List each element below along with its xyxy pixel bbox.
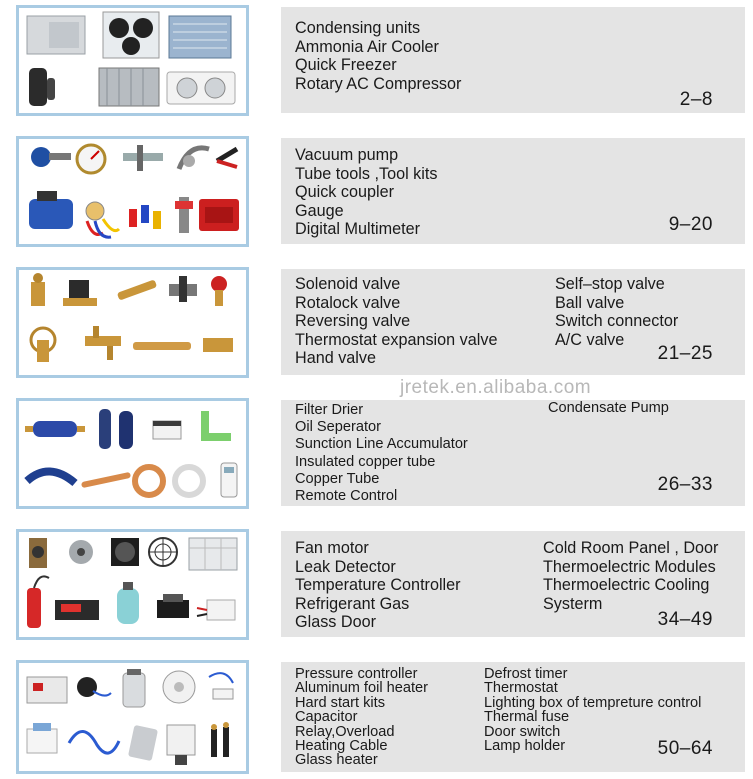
expansion-valve-icon bbox=[31, 273, 45, 306]
check-valve-icon bbox=[117, 279, 157, 300]
product-item: Thermoelectric Cooling bbox=[543, 576, 710, 595]
defrost-timer-icon bbox=[163, 671, 195, 703]
charging-hoses-icon bbox=[86, 202, 119, 237]
thermal-protector-icon bbox=[77, 677, 111, 697]
tube-bender-icon bbox=[179, 148, 209, 169]
leak-detector-icon bbox=[27, 576, 49, 628]
product-item: Condensate Pump bbox=[548, 400, 669, 416]
product-item: Door switch bbox=[484, 723, 561, 740]
product-list-box-2 bbox=[281, 138, 745, 244]
product-item: Rotary AC Compressor bbox=[295, 74, 462, 93]
evaporator-icon bbox=[167, 72, 235, 104]
cold-room-panel-icon bbox=[189, 538, 237, 570]
product-images-3 bbox=[16, 267, 249, 378]
catalog-section-2 bbox=[0, 136, 753, 248]
wire-harness-icon bbox=[209, 673, 233, 699]
product-item: Aluminum foil heater bbox=[295, 680, 429, 697]
peltier-module-icon bbox=[197, 600, 235, 620]
fan-guard-icon bbox=[149, 538, 177, 566]
product-item: Copper Tube bbox=[295, 470, 380, 487]
product-item: Thermostat expansion valve bbox=[295, 330, 498, 349]
remote-control-icon bbox=[221, 463, 237, 497]
copper-tube-icon bbox=[81, 472, 131, 488]
quick-couplers-icon bbox=[129, 205, 161, 229]
product-item: Cold Room Panel , Door bbox=[543, 539, 719, 557]
heater-icon bbox=[128, 725, 158, 761]
relay-icon bbox=[27, 723, 57, 753]
product-list-box-4 bbox=[281, 400, 745, 506]
product-item: Filter Drier bbox=[295, 402, 364, 418]
product-images-6 bbox=[16, 660, 249, 774]
product-item: A/C valve bbox=[555, 330, 625, 349]
product-item: Hard start kits bbox=[295, 694, 386, 711]
product-list-col1 bbox=[295, 667, 428, 768]
product-item: Temperature Controller bbox=[295, 576, 461, 595]
product-item: Digital Multimeter bbox=[295, 220, 421, 239]
valve-core-icon bbox=[175, 197, 193, 233]
crimp-tool-icon bbox=[217, 149, 237, 167]
product-item: Oil Seperator bbox=[295, 419, 381, 436]
product-list-col2 bbox=[548, 400, 669, 417]
tube-cutter-icon bbox=[31, 147, 71, 167]
product-list-col1 bbox=[295, 146, 437, 239]
heating-cable-icon bbox=[69, 731, 119, 753]
product-item: Defrost timer bbox=[484, 666, 568, 682]
product-images-1 bbox=[16, 5, 249, 116]
brass-pipe-icon bbox=[133, 342, 191, 350]
product-item: Ball valve bbox=[555, 293, 625, 312]
vacuum-pump-icon bbox=[29, 191, 73, 229]
thermoelectric-cooler-icon bbox=[157, 594, 189, 618]
product-item: Reversing valve bbox=[295, 312, 411, 331]
air-cooler-icon bbox=[103, 12, 159, 58]
product-item: Switch connector bbox=[555, 312, 679, 331]
catalog-section-3 bbox=[0, 267, 753, 379]
product-item: Thermoelectric Modules bbox=[543, 557, 716, 576]
product-list-box-1 bbox=[281, 7, 745, 113]
product-item: Tube tools ,Tool kits bbox=[295, 164, 438, 183]
thermostatic-valve-icon bbox=[31, 328, 55, 362]
product-item: Refrigerant Gas bbox=[295, 594, 410, 613]
product-item: Systerm bbox=[543, 594, 603, 613]
product-item: Lighting box of tempreture control bbox=[484, 694, 702, 711]
refrigerant-gas-icon bbox=[117, 582, 139, 624]
product-item: Gauge bbox=[295, 201, 344, 220]
product-list-box-6 bbox=[281, 662, 745, 772]
product-item: Pressure controller bbox=[295, 666, 418, 682]
condenser-box-icon bbox=[169, 16, 231, 58]
product-item: Solenoid valve bbox=[295, 275, 401, 293]
product-item: Vacuum pump bbox=[295, 146, 399, 164]
product-item: Quick coupler bbox=[295, 183, 394, 202]
hand-valve-icon bbox=[211, 276, 227, 306]
product-list-col1 bbox=[295, 539, 461, 632]
solenoid-valve-icon bbox=[63, 280, 97, 306]
product-item: Lamp holder bbox=[484, 738, 566, 755]
reversing-valve-icon bbox=[85, 326, 121, 360]
insulated-tube-icon bbox=[27, 471, 75, 483]
bracket-icon bbox=[201, 411, 231, 441]
product-item: Glass heater bbox=[295, 752, 378, 769]
product-list-col1 bbox=[295, 402, 468, 505]
capacitor-icon bbox=[123, 669, 145, 707]
product-item: Glass Door bbox=[295, 613, 376, 632]
page-range: 26–33 bbox=[657, 474, 713, 495]
product-item: Thermostat bbox=[484, 680, 558, 697]
product-item: Hand valve bbox=[295, 349, 376, 368]
product-images-5 bbox=[16, 529, 249, 640]
temperature-controller-icon bbox=[55, 600, 99, 620]
product-images-2 bbox=[16, 136, 249, 247]
lamp-holder-icon bbox=[211, 722, 229, 757]
product-item: Heating Cable bbox=[295, 738, 388, 755]
shaded-pole-motor-icon bbox=[69, 540, 93, 564]
axial-fan-icon bbox=[111, 538, 139, 566]
service-valve-icon bbox=[169, 276, 197, 302]
white-hose-icon bbox=[175, 467, 203, 495]
condensate-pump-icon bbox=[153, 421, 181, 439]
oil-separator-icon bbox=[99, 409, 111, 449]
product-item: Sunction Line Accumulator bbox=[295, 436, 468, 453]
rotary-compressor-icon bbox=[29, 68, 55, 106]
condensing-unit-icon bbox=[27, 16, 85, 54]
product-item: Fan motor bbox=[295, 539, 369, 557]
product-images-4 bbox=[16, 398, 249, 509]
page-range: 34–49 bbox=[657, 609, 713, 630]
filter-drier-icon bbox=[25, 421, 85, 437]
gauge-icon bbox=[77, 145, 105, 173]
product-list-col2 bbox=[543, 539, 718, 613]
product-item: Remote Control bbox=[295, 488, 398, 505]
catalog-section-6 bbox=[0, 660, 753, 775]
fan-motor-icon bbox=[29, 538, 47, 568]
product-list-box-5 bbox=[281, 531, 745, 637]
accumulator-icon bbox=[119, 411, 133, 449]
product-item: Self–stop valve bbox=[555, 275, 665, 293]
tool-kit-case-icon bbox=[199, 199, 239, 231]
product-item: Capacitor bbox=[295, 709, 358, 726]
catalog-section-5 bbox=[0, 529, 753, 641]
product-item: Ammonia Air Cooler bbox=[295, 37, 439, 56]
catalog-section-1 bbox=[0, 5, 753, 117]
large-chiller-icon bbox=[99, 68, 159, 106]
product-item: Condensing units bbox=[295, 19, 421, 37]
page-range: 50–64 bbox=[657, 738, 713, 759]
product-list-col1 bbox=[295, 275, 497, 368]
product-item: Thermal fuse bbox=[484, 709, 570, 726]
connector-icon bbox=[203, 338, 233, 352]
product-list-box-3 bbox=[281, 269, 745, 375]
product-item: Leak Detector bbox=[295, 557, 396, 576]
product-item: Insulated copper tube bbox=[295, 453, 436, 470]
flaring-tool-icon bbox=[123, 145, 163, 171]
page-range: 9–20 bbox=[668, 214, 713, 235]
copper-coil-icon bbox=[135, 467, 163, 495]
product-list-col2 bbox=[555, 275, 678, 349]
watermark: jretek.en.alibaba.com bbox=[400, 377, 592, 398]
product-item: Quick Freezer bbox=[295, 56, 397, 75]
pressure-controller-icon bbox=[27, 677, 67, 703]
page-range: 2–8 bbox=[679, 89, 713, 110]
product-list-col1 bbox=[295, 19, 461, 93]
catalog-section-4 bbox=[0, 398, 753, 510]
page-range: 21–25 bbox=[657, 343, 713, 364]
product-item: Rotalock valve bbox=[295, 293, 401, 312]
pressure-switch-icon bbox=[167, 725, 195, 765]
product-item: Relay,Overload bbox=[295, 723, 395, 740]
